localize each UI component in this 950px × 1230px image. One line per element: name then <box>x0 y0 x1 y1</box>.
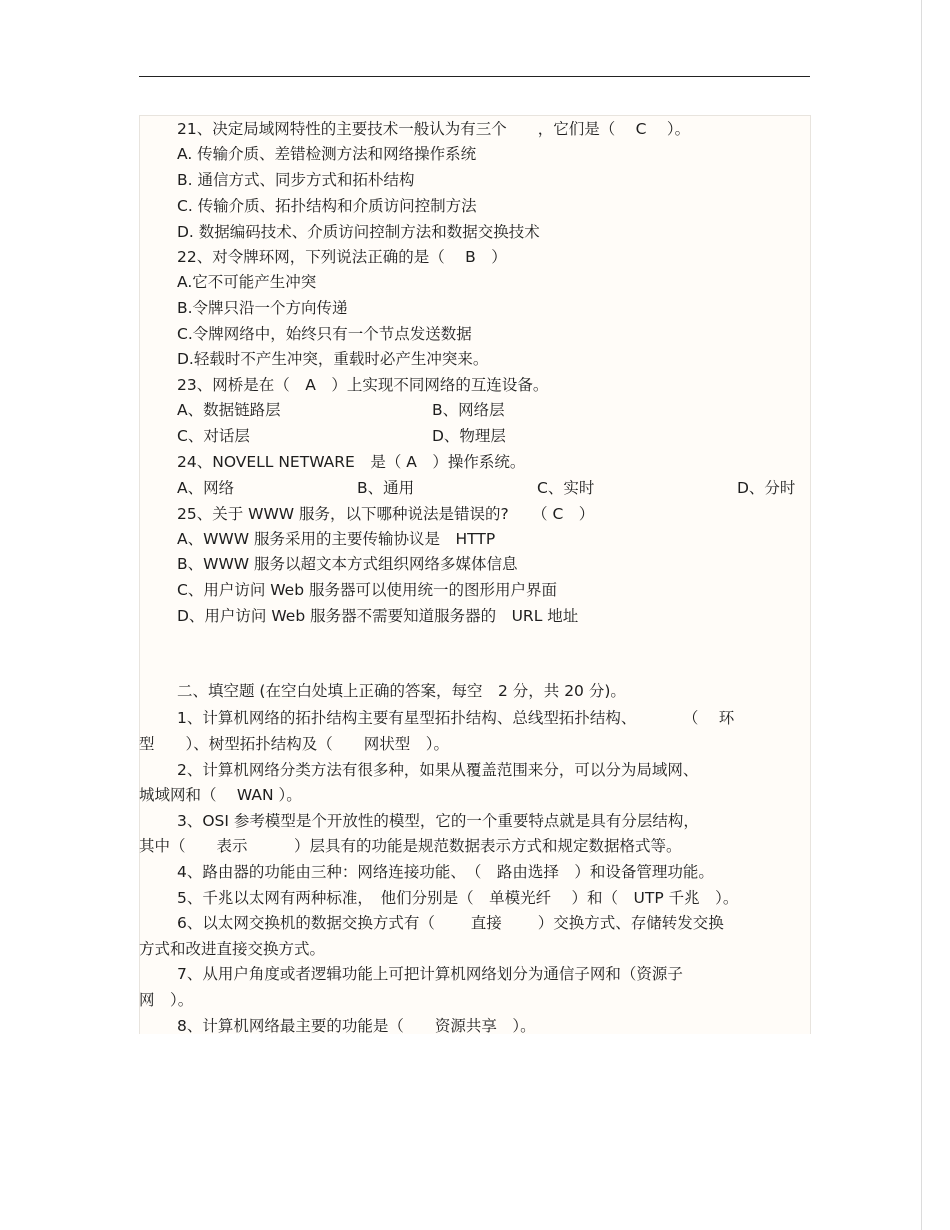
section-heading: 二、填空题 (在空白处填上正确的答案，每空 2 分，共 20 分)。 <box>177 682 626 700</box>
header-rule <box>139 76 810 77</box>
option-d: D、物理层 <box>432 427 506 445</box>
option-b: B、网络层 <box>432 401 505 419</box>
option-a: A. 传输介质、差错检测方法和网络操作系统 <box>177 145 477 163</box>
option-c: C、用户访问 Web 服务器可以使用统一的图形用户界面 <box>177 581 557 599</box>
fill-item-6-line-1: 6、以太网交换机的数据交换方式有（ 直接 ）交换方式、存储转发交换 <box>177 914 724 932</box>
question-stem: 23、网桥是在（ A ）上实现不同网络的互连设备。 <box>177 376 549 394</box>
option-d: D、用户访问 Web 服务器不需要知道服务器的 URL 地址 <box>177 607 579 625</box>
fill-item-1-line-2: 型 ）、树型拓扑结构及（ 网状型 ）。 <box>139 735 450 753</box>
fill-item-3-line-1: 3、OSI 参考模型是个开放性的模型，它的一个重要特点就是具有分层结构， <box>177 812 699 830</box>
fill-item-2-line-2: 城域网和（ WAN ）。 <box>139 786 302 804</box>
question-stem: 22、对令牌环网，下列说法正确的是（ B ） <box>177 248 507 266</box>
fill-item-8: 8、计算机网络最主要的功能是（ 资源共享 ）。 <box>177 1017 536 1035</box>
option-b: B、通用 <box>357 479 415 497</box>
option-c: C. 传输介质、拓扑结构和介质访问控制方法 <box>177 197 477 215</box>
option-a: A、数据链路层 <box>177 401 281 419</box>
option-c: C、实时 <box>537 479 595 497</box>
option-a: A.它不可能产生冲突 <box>177 273 317 291</box>
question-stem: 25、关于 WWW 服务，以下哪种说法是错误的? （ C ） <box>177 505 595 523</box>
option-d: D. 数据编码技术、介质访问控制方法和数据交换技术 <box>177 223 540 241</box>
option-a: A、WWW 服务采用的主要传输协议是 HTTP <box>177 530 496 548</box>
option-c: C、对话层 <box>177 427 250 445</box>
fill-item-7-line-1: 7、从用户角度或者逻辑功能上可把计算机网络划分为通信子网和（资源子 <box>177 965 683 983</box>
option-d: D、分时 <box>737 479 796 497</box>
viewer-edge <box>921 0 922 1230</box>
option-a: A、网络 <box>177 479 235 497</box>
option-b: B. 通信方式、同步方式和拓朴结构 <box>177 171 415 189</box>
fill-item-3-line-2: 其中（ 表示 ）层具有的功能是规范数据表示方式和规定数据格式等。 <box>139 837 682 855</box>
fill-item-2-line-1: 2、计算机网络分类方法有很多种，如果从覆盖范围来分，可以分为局域网、 <box>177 761 699 779</box>
option-b: B、WWW 服务以超文本方式组织网络多媒体信息 <box>177 555 518 573</box>
option-d: D.轻载时不产生冲突，重载时必产生冲突来。 <box>177 350 489 368</box>
option-b: B.令牌只沿一个方向传递 <box>177 299 348 317</box>
fill-item-4: 4、路由器的功能由三种：网络连接功能、 （ 路由选择 ）和设备管理功能。 <box>177 863 714 881</box>
question-stem: 21、决定局域网特性的主要技术一般认为有三个 ，它们是（ C ）。 <box>177 120 691 138</box>
fill-item-6-line-2: 方式和改进直接交换方式。 <box>139 940 326 958</box>
fill-item-5: 5、千兆以太网有两种标准， 他们分别是（ 单模光纤 ）和（ UTP 千兆 ）。 <box>177 889 739 907</box>
option-c: C.令牌网络中，始终只有一个节点发送数据 <box>177 325 472 343</box>
question-stem: 24、NOVELL NETWARE 是（ A ）操作系统。 <box>177 453 526 471</box>
fill-item-1-line-1: 1、计算机网络的拓扑结构主要有星型拓扑结构、总线型拓扑结构、 （ 环 <box>177 709 735 727</box>
fill-item-7-line-2: 网 ）。 <box>139 991 194 1009</box>
